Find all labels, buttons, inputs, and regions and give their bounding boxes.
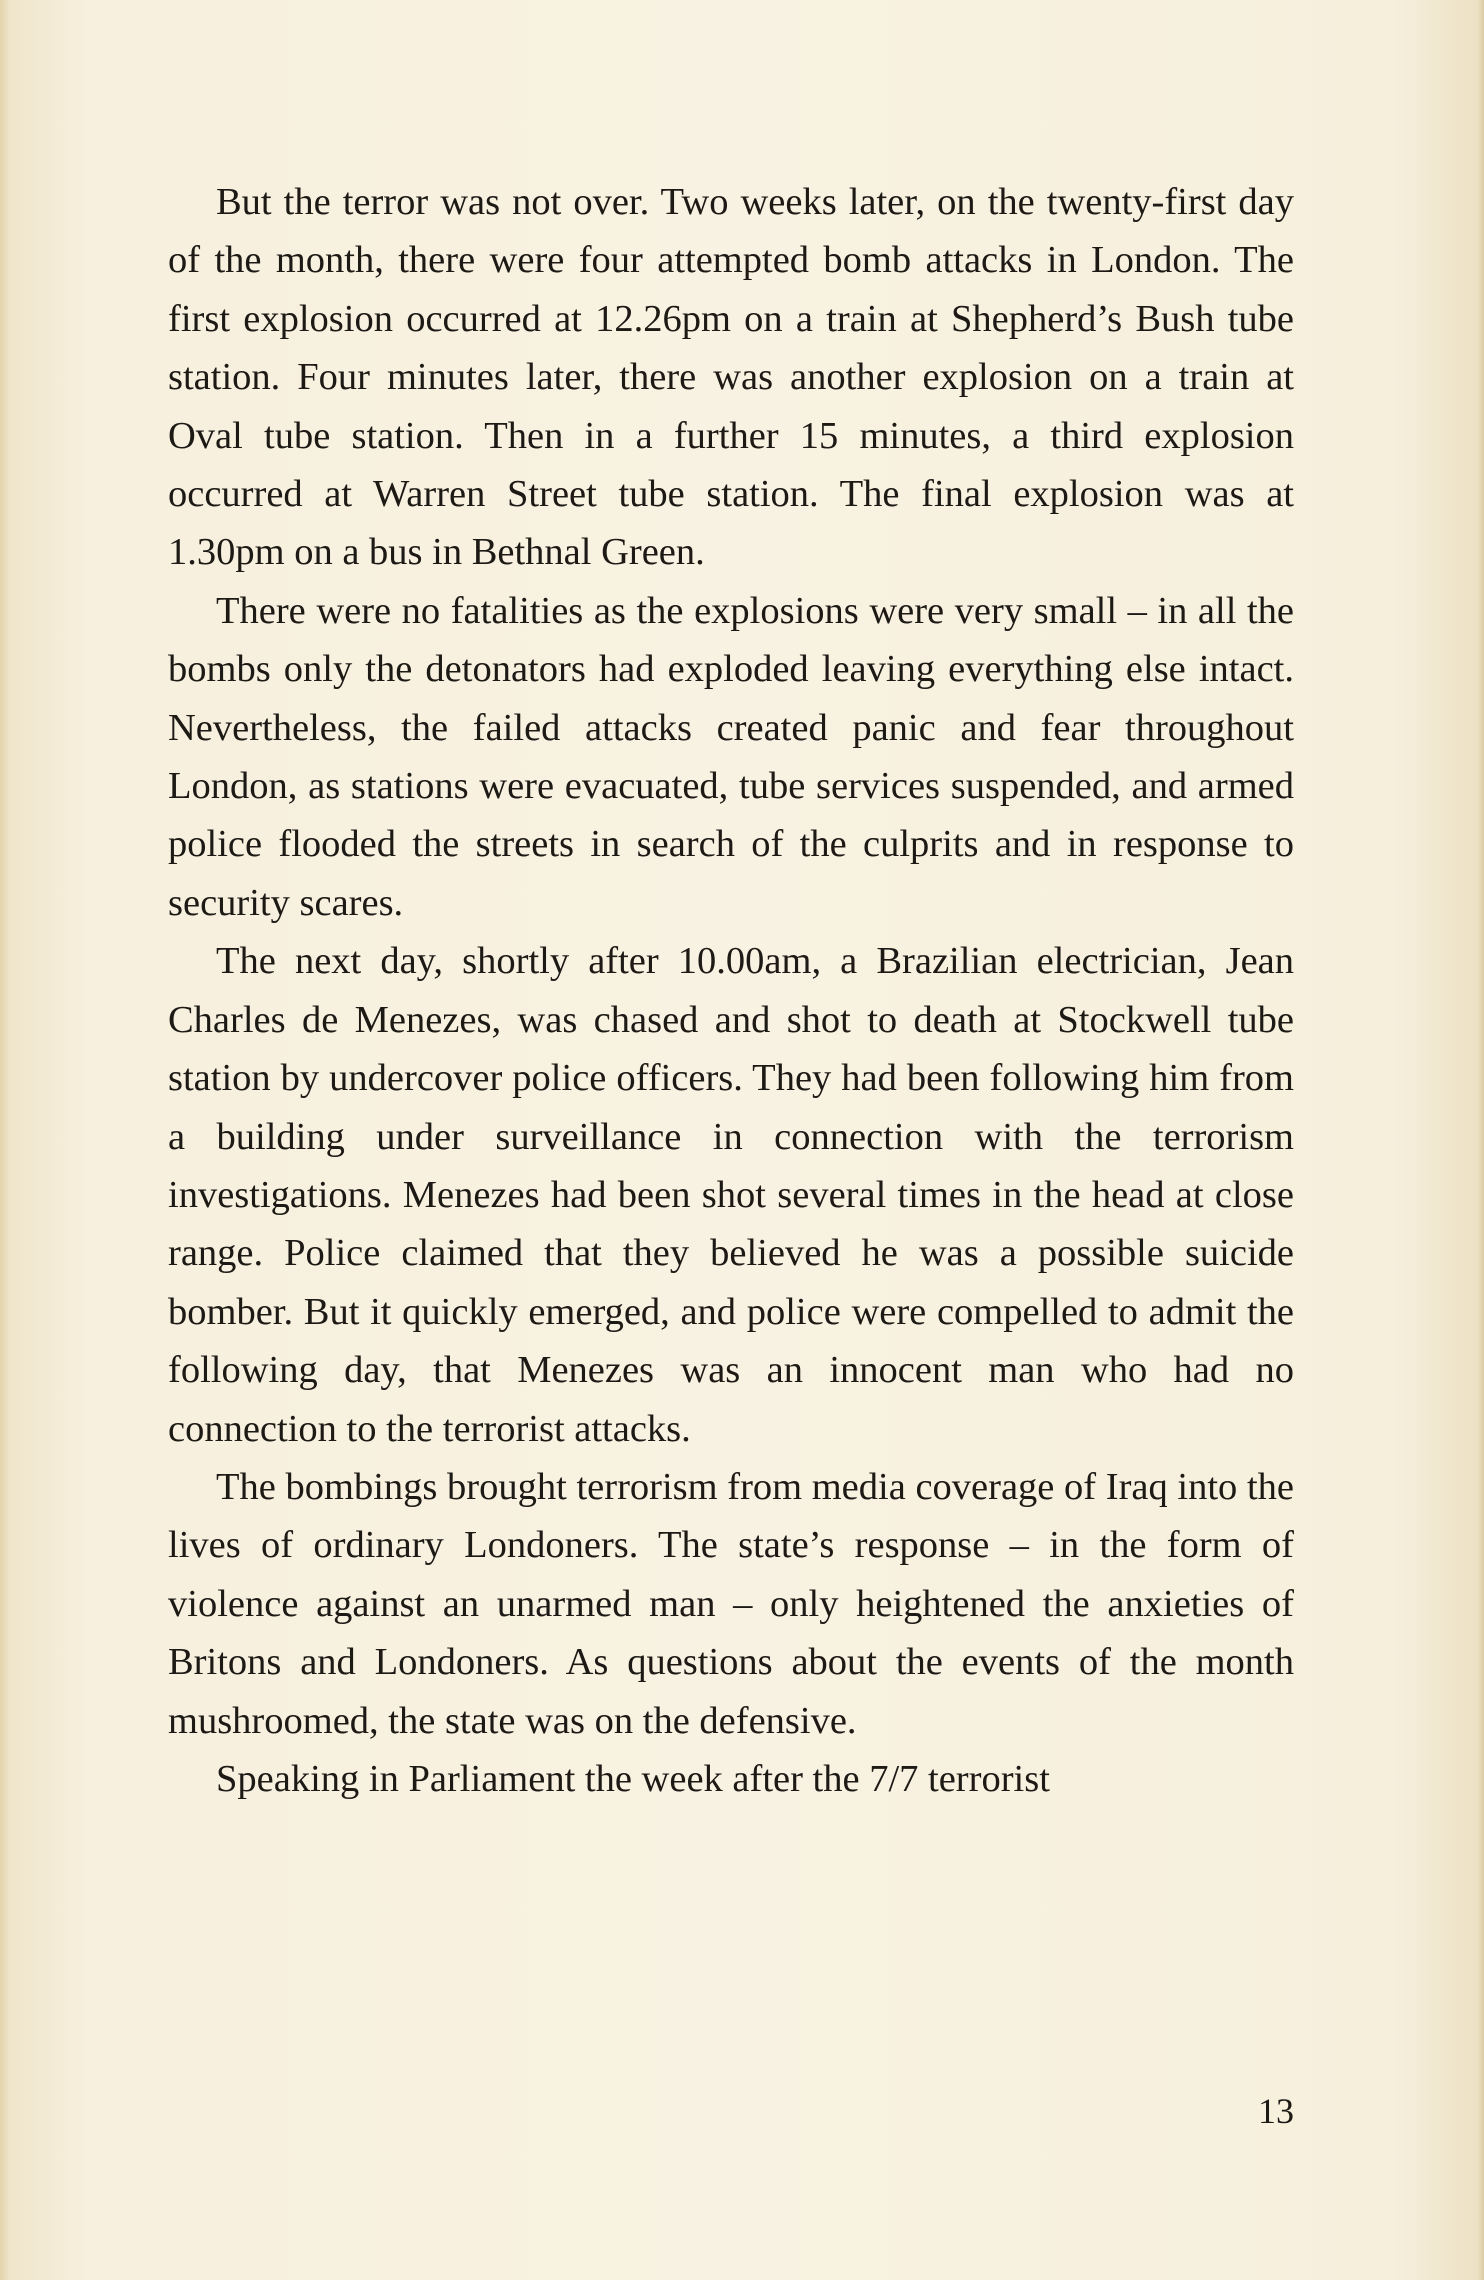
page-number: 13	[1258, 2091, 1294, 2131]
paragraph-4: The bombings brought terrorism from media coverage of Iraq into the lives of ordinary Londoners. The state’s response – in the form of violence against an unarmed man – only heightened the anxieties of Britons and Londoners. As questions about the events of the month mushroomed, the state was on the defensive.	[168, 1465, 1294, 1742]
paragraph-2: There were no fatalities as the explosions were very small – in all the bombs only the detonators had exploded leaving everything else intact. Nevertheless, the failed attacks created panic and fear throughout London, as stations were evacuated, tube services suspended, and armed police flooded the streets in search of the culprits and in response to security scares.	[168, 589, 1294, 924]
body-text	[168, 173, 1294, 1808]
paragraph-3: The next day, shortly after 10.00am, a Brazilian electrician, Jean Charles de Menezes, was chased and shot to death at Stockwell tube station by undercover police officers. They had been following him from a building under surveillance in connection with the terrorism investigations. Menezes had been shot several times in the head at close range. Police claimed that they believed he was a possible suicide bomber. But it quickly emerged, and police were compelled to admit the following day, that Menezes was an innocent man who had no connection to the terrorist attacks.	[168, 940, 1294, 1450]
paragraph-1: But the terror was not over. Two weeks later, on the twenty-first day of the month, there were four attempted bomb attacks in London. The first explosion occurred at 12.26pm on a train at Shepherd’s Bush tube station. Four minutes later, there was another explosion on a train at Oval tube station. Then in a further 15 minutes, a third explosion occurred at Warren Street tube station. The final explosion was at 1.30pm on a bus in Bethnal Green.	[168, 181, 1294, 574]
paragraph-5: Speaking in Parliament the week after the 7/7 terrorist	[216, 1757, 1050, 1800]
